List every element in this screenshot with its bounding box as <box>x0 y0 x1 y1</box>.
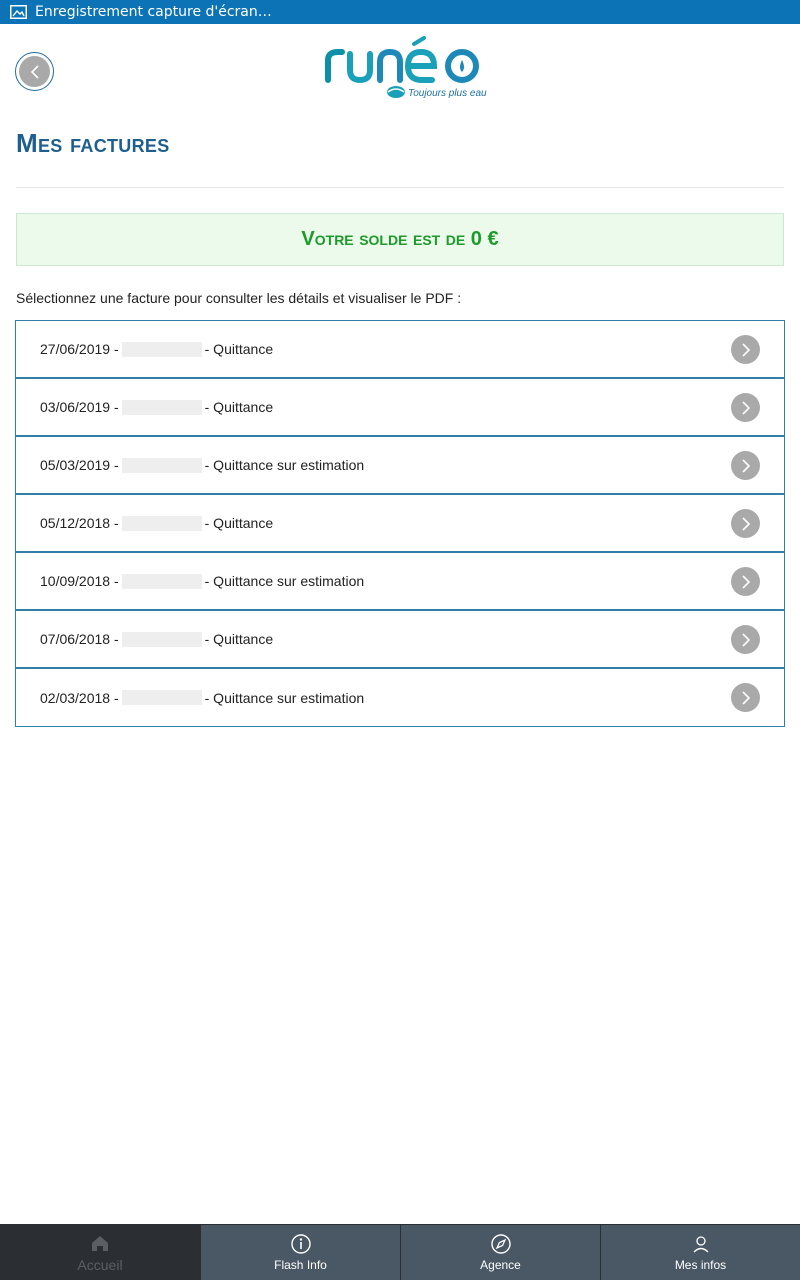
tab-label: Accueil <box>77 1257 123 1273</box>
invoice-date: 27/06/2019 - <box>40 341 119 357</box>
tab-label: Flash Info <box>274 1258 327 1272</box>
redacted-number <box>122 632 202 647</box>
row-arrow-button[interactable] <box>731 393 760 422</box>
invoice-row[interactable] <box>16 669 784 726</box>
balance-banner <box>16 213 784 266</box>
row-arrow-button[interactable] <box>731 335 760 364</box>
row-arrow-button[interactable] <box>731 509 760 538</box>
invoice-date: 03/06/2019 - <box>40 399 119 415</box>
user-icon <box>690 1233 712 1255</box>
invoice-type: - Quittance sur estimation <box>204 573 365 589</box>
invoice-date: 05/03/2019 - <box>40 457 119 473</box>
compass-icon <box>490 1233 512 1255</box>
runeo-logo <box>322 36 488 102</box>
invoice-date: 05/12/2018 - <box>40 515 119 531</box>
invoice-list <box>15 320 785 727</box>
invoice-row[interactable] <box>16 495 784 553</box>
instructions-text: Sélectionnez une facture pour consulter les détails et visualiser le PDF : <box>16 290 462 306</box>
app-header <box>0 24 800 120</box>
invoice-date: 10/09/2018 - <box>40 573 119 589</box>
chevron-right-icon <box>739 690 753 706</box>
tab-label: Mes infos <box>674 1258 727 1272</box>
row-arrow-button[interactable] <box>731 625 760 654</box>
chevron-right-icon <box>739 516 753 532</box>
chevron-right-icon <box>739 342 753 358</box>
bottom-tab-bar <box>0 1224 800 1280</box>
back-button[interactable] <box>15 52 54 91</box>
home-icon <box>89 1232 111 1254</box>
tab-mes-infos[interactable] <box>600 1224 800 1280</box>
invoice-date: 07/06/2018 - <box>40 631 119 647</box>
redacted-number <box>122 690 202 705</box>
redacted-number <box>122 400 202 415</box>
invoice-row[interactable] <box>16 321 784 379</box>
invoice-type: - Quittance sur estimation <box>204 689 365 706</box>
title-divider <box>16 187 784 188</box>
invoice-type: - Quittance <box>204 515 274 531</box>
invoice-row[interactable] <box>16 553 784 611</box>
image-icon <box>10 5 27 19</box>
invoice-type: - Quittance <box>204 341 274 357</box>
chevron-right-icon <box>739 400 753 416</box>
invoice-type: - Quittance <box>204 631 274 647</box>
row-arrow-button[interactable] <box>731 451 760 480</box>
row-arrow-button[interactable] <box>731 567 760 596</box>
redacted-number <box>122 516 202 531</box>
status-bar <box>0 0 800 24</box>
invoice-date: 02/03/2018 - <box>40 689 119 706</box>
tab-accueil[interactable] <box>0 1224 200 1280</box>
invoice-type: - Quittance sur estimation <box>204 457 365 473</box>
row-arrow-button[interactable] <box>731 683 760 712</box>
invoice-row[interactable] <box>16 611 784 669</box>
redacted-number <box>122 342 202 357</box>
invoice-type: - Quittance <box>204 399 274 415</box>
chevron-right-icon <box>739 574 753 590</box>
tab-label: Agence <box>480 1258 521 1272</box>
tab-flash-info[interactable] <box>200 1224 400 1280</box>
status-bar-text: Enregistrement capture d'écran… <box>35 4 272 20</box>
invoice-row[interactable] <box>16 437 784 495</box>
chevron-left-icon <box>28 64 42 80</box>
logo-tagline: Toujours plus eau <box>408 88 487 99</box>
balance-text: Votre solde est de 0 € <box>301 228 499 250</box>
info-icon <box>290 1233 312 1255</box>
invoice-row[interactable] <box>16 379 784 437</box>
page-title: Mes factures <box>16 128 170 158</box>
redacted-number <box>122 574 202 589</box>
chevron-right-icon <box>739 458 753 474</box>
redacted-number <box>122 458 202 473</box>
tab-agence[interactable] <box>400 1224 600 1280</box>
chevron-right-icon <box>739 632 753 648</box>
